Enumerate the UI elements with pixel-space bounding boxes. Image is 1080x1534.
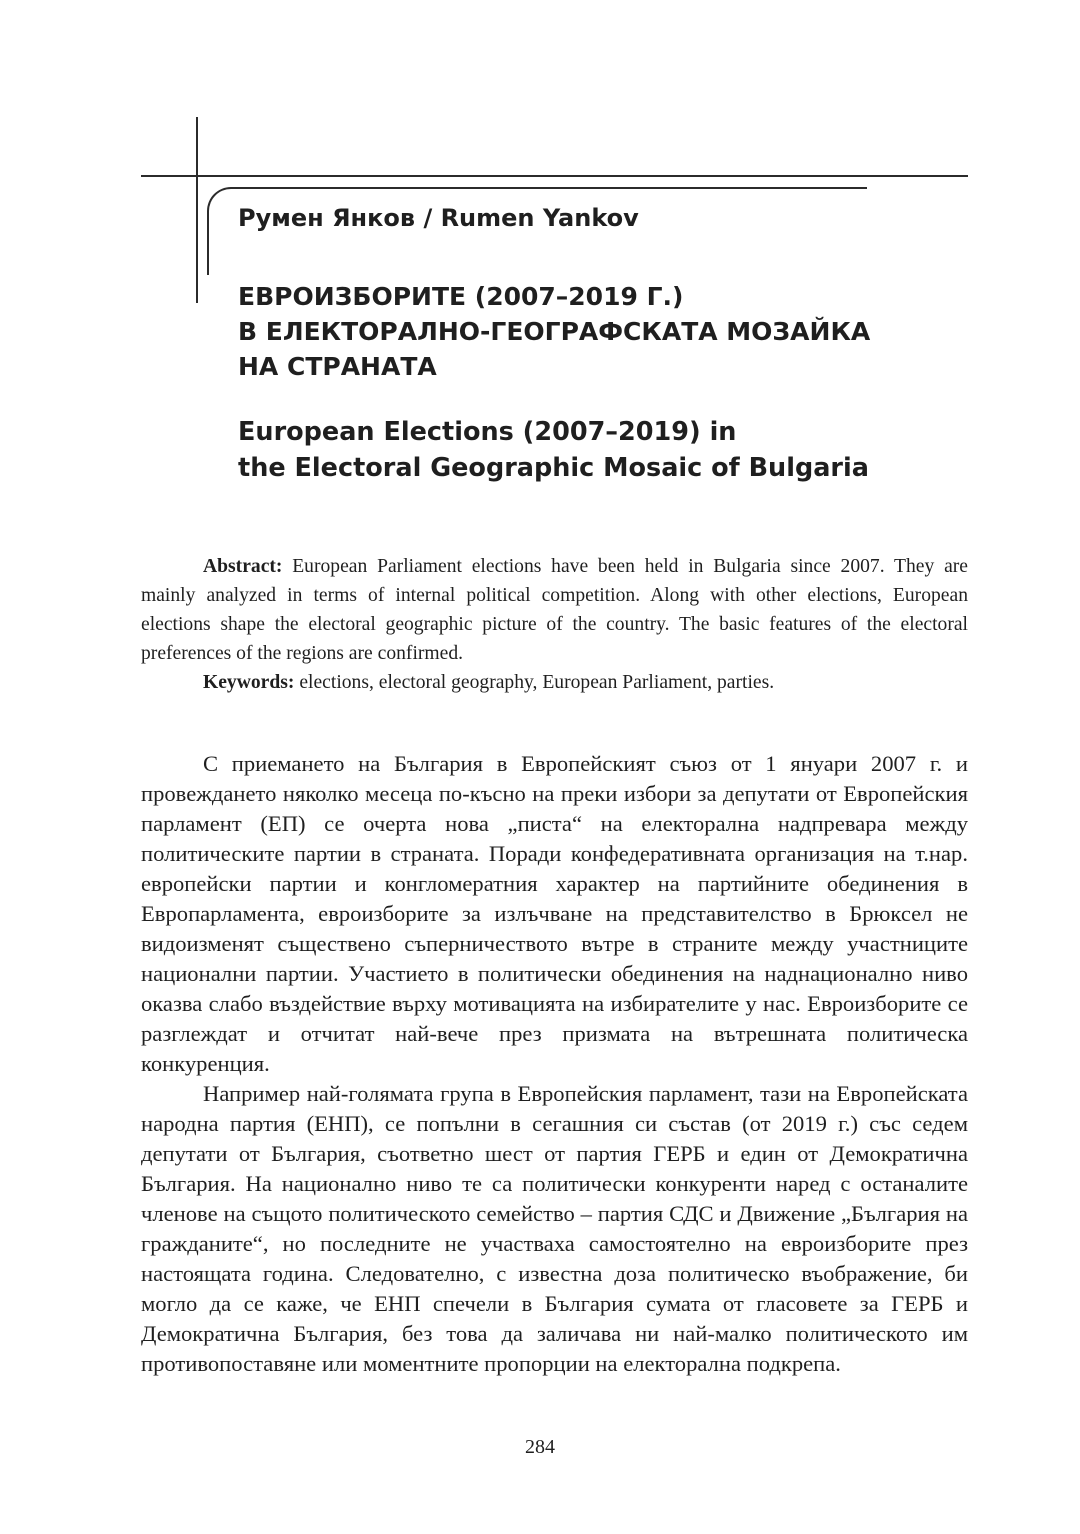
abstract-paragraph <box>141 552 968 668</box>
title-bg-line: В ЕЛЕКТОРАЛНО-ГЕОГРАФСКАТА МОЗАЙКА <box>238 317 871 346</box>
article-title-bulgarian <box>238 279 870 384</box>
body-paragraph: Например най-голямата група в Европейския парламент, тази на Европейската народна партия (ЕНП), се попълни в сегашния си състав (от 2019 г.) със седем депутати от България, съответно шест от партия ГЕРБ и един от Демократична България. На национално ниво те са политически конкуренти наред с останалите членове на същото политическото семейство – партия СДС и Движение „България на гражданите“, но последните не участваха самостоятелно на евроизборите през настоящата година. Следователно, с известна доза политическо въображение, би могло да се каже, че ЕНП спечели в България сумата от гласовете за ГЕРБ и Демократична България, без това да заличава ни най-малко политическото им противопоставяне или моментните пропорции на електорална подкрепа. <box>141 1081 968 1376</box>
title-bg-line: НА СТРАНАТА <box>238 352 437 381</box>
author-name: Румен Янков / Rumen Yankov <box>238 204 639 232</box>
body-paragraph: С приемането на България в Европейският съюз от 1 януари 2007 г. и провеждането няколко месеца по-късно на преки избори за депутати от Европейския парламент (ЕП) се очерта нова „писта“ на електорална надпревара между политическите партии в страната. Поради конфедеративната организация на т.нар. европейски партии и конгломератния характер на партийните обединения в Европарламента, евроизборите за излъчване на представителство в Брюксел не видоизменят съществено съперничеството вътре в страните между участниците национални партии. Участието в политически обединения на наднационално ниво оказва слабо въздействие върху мотивацията на избирателите у нас. Евроизборите се разглеждат и отчитат най-вече през призмата на вътрешната политическа конкуренция. <box>141 751 968 1076</box>
abstract-label: Abstract: <box>203 556 283 577</box>
keywords-label: Keywords: <box>203 672 295 693</box>
decorative-vertical-rule <box>196 117 198 303</box>
abstract-section <box>141 552 968 697</box>
article-body <box>141 749 968 1379</box>
title-en-line: the Electoral Geographic Mosaic of Bulgaria <box>238 453 869 483</box>
keywords-paragraph <box>141 668 968 697</box>
title-en-line: European Elections (2007–2019) in <box>238 417 737 447</box>
keywords-text: elections, electoral geography, European Parliament, parties. <box>294 672 775 693</box>
decorative-horizontal-rule <box>141 175 968 177</box>
title-bg-line: ЕВРОИЗБОРИТЕ (2007–2019 Г.) <box>238 282 684 311</box>
page-number: 284 <box>525 1436 555 1458</box>
abstract-text: European Parliament elections have been held in Bulgaria since 2007. They are mainly analyzed in terms of internal political competition. Along with other elections, European elections shape the electoral geographic picture of the country. The basic features of the electoral preferences of the regions are confirmed. <box>141 556 968 664</box>
article-title-english <box>238 414 869 486</box>
